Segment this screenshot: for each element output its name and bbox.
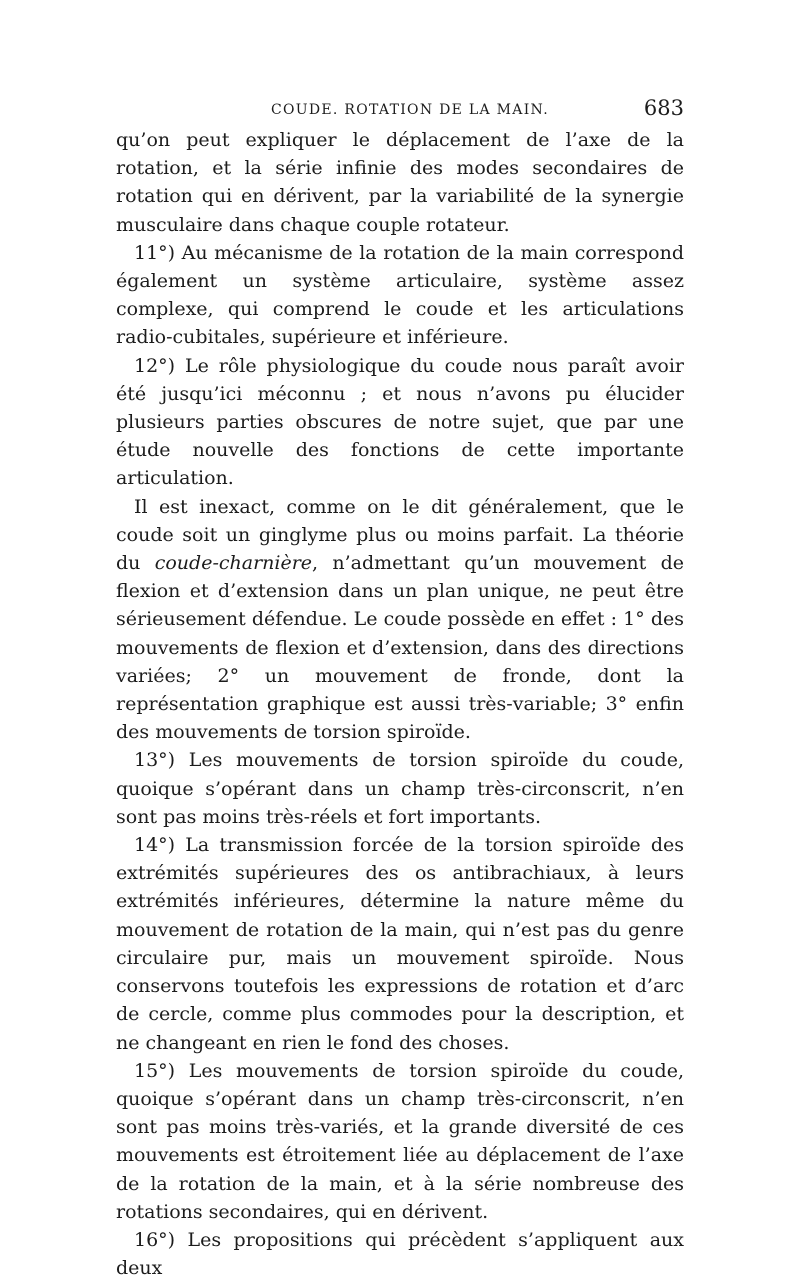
paragraph-ginglyme-end: , n’admettant qu’un mouvement de flexion et d’extension dans un plan unique, ne peut être sérieusement défendue. Le coude possède en effet : 1° des mouvements de flexion et d’extension, dans des directions variées; 2° un mouvement de fronde, dont la représentation graphique est aussi très-variable; 3° enfin des mouvements de torsion spiroïde.: [116, 552, 684, 744]
paragraph-12: 12°) Le rôle physiologique du coude nous paraît avoir été jusqu’ici méconnu ; et nous n’avons pu élucider plusieurs parties obscures de notre sujet, que par une étude nouvelle des fonctions de cette importante articulation.: [116, 354, 684, 490]
paragraph-16: 16°) Les propositions qui précèdent s’appliquent aux deux: [116, 1228, 684, 1280]
paragraph-14: 14°) La transmission forcée de la torsion spiroïde des extrémités supérieures des os antibrachiaux, à leurs extrémités inférieures, détermine la nature même du mouvement de rotation de la main, qui n’est pas du genre circulaire pur, mais un mouvement spiroïde. Nous conservons toutefois les expressions de rotation et d’arc de cercle, comme plus commodes pour la description, et ne changeant en rien le fond des choses.: [116, 834, 684, 1054]
paragraph-ginglyme: [116, 493, 684, 747]
italic-term: coude-charnière: [154, 552, 313, 575]
paragraph-continuation: qu’on peut expliquer le déplacement de l’axe de la rotation, et la série infinie des modes secondaires de rotation qui en dérivent, par la variabilité de la synergie musculaire dans chaque couple rotateur.: [116, 129, 684, 236]
page-number: 683: [643, 96, 684, 120]
paragraph-15: 15°) Les mouvements de torsion spiroïde du coude, quoique s’opérant dans un champ très-circonscrit, n’en sont pas moins très-variés, et la grande diversité de ces mouvements est étroitement liée au déplacement de l’axe de la rotation de la main, et à la série nombreuse des rotations secondaires, qui en dérivent.: [116, 1059, 684, 1223]
body-text: [116, 126, 684, 1282]
paragraph-13: 13°) Les mouvements de torsion spiroïde du coude, quoique s’opérant dans un champ très-circonscrit, n’en sont pas moins très-réels et fort importants.: [116, 749, 684, 828]
page-header: [116, 96, 684, 126]
paragraph-ginglyme-start: Il est inexact, comme on le dit généralement, que le coude soit un ginglyme plus ou moins parfait. La théorie du: [116, 495, 684, 575]
running-title: COUDE. ROTATION DE LA MAIN.: [271, 102, 549, 118]
paragraph-11: 11°) Au mécanisme de la rotation de la main correspond également un système articulaire, système assez complexe, qui comprend le coude et les articulations radio-cubitales, supérieure et inférieure.: [116, 241, 684, 349]
